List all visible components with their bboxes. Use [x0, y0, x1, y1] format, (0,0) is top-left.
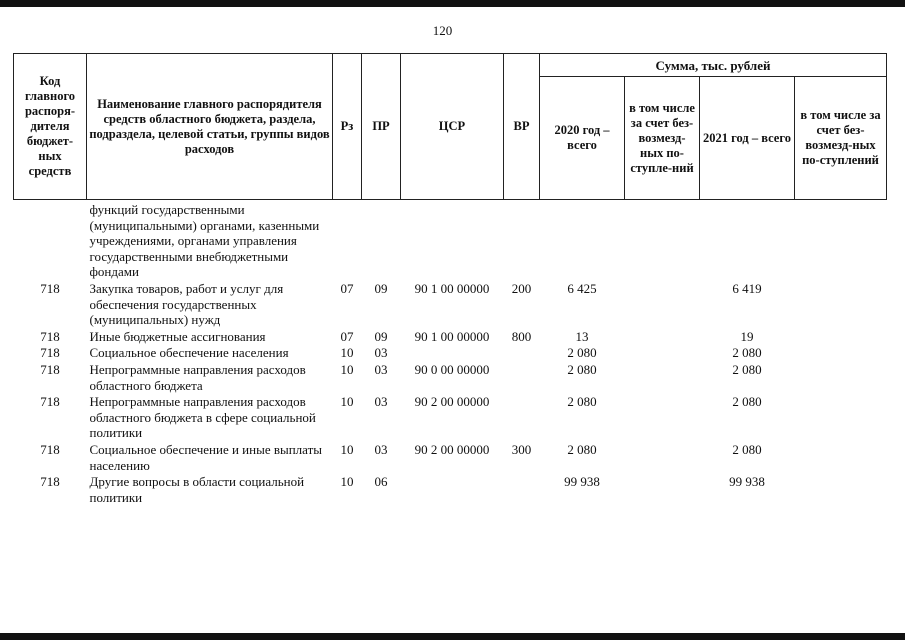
cell-2021-free	[795, 328, 887, 345]
cell-2021: 6 419	[732, 280, 762, 296]
cell-name: Иные бюджетные ассигнования	[89, 328, 266, 344]
cell-2020: 99 938	[564, 474, 600, 490]
cell-rz: 07	[340, 280, 354, 296]
header-csr: ЦСР	[401, 54, 504, 200]
cell-2020	[540, 200, 625, 280]
cell-code	[14, 200, 87, 280]
cell-name: Социальное обеспечение и иные выплаты населению	[89, 441, 323, 473]
top-border-bar	[0, 0, 905, 7]
cell-2020: 2 080	[567, 345, 597, 361]
cell-2020-free	[625, 280, 700, 328]
cell-2021	[700, 200, 795, 280]
cell-code: 718	[40, 280, 60, 296]
cell-vr	[504, 200, 540, 280]
cell-code: 718	[40, 441, 60, 457]
header-2021-total: 2021 год – всего	[700, 77, 795, 200]
cell-2021-free	[795, 200, 887, 280]
cell-2021: 99 938	[729, 474, 765, 490]
cell-2021: 19	[740, 328, 754, 344]
cell-rz: 07	[340, 328, 354, 344]
cell-pr	[362, 200, 401, 280]
continuation-row	[14, 200, 887, 280]
cell-code: 718	[40, 474, 60, 490]
cell-2020-free	[625, 344, 700, 361]
cell-pr: 06	[374, 474, 388, 490]
budget-table	[13, 53, 887, 505]
cell-code: 718	[40, 394, 60, 410]
cell-rz	[333, 200, 362, 280]
cell-vr: 200	[511, 280, 532, 296]
header-2021-free: в том числе за счет без-возмезд-ных по-ступлений	[795, 77, 887, 200]
cell-csr: 90 2 00 00000	[414, 394, 490, 410]
header-rz: Рз	[333, 54, 362, 200]
header-vr: ВР	[504, 54, 540, 200]
cell-pr: 09	[374, 280, 388, 296]
cell-2020-free	[625, 473, 700, 505]
cell-vr	[504, 361, 540, 393]
cell-2021: 2 080	[732, 441, 762, 457]
cell-vr	[504, 344, 540, 361]
cell-2021-free	[795, 393, 887, 441]
cell-rz: 10	[340, 345, 354, 361]
cell-name: Другие вопросы в области социальной политики	[89, 474, 305, 505]
cell-csr	[401, 473, 504, 505]
cell-2020-free	[625, 441, 700, 473]
cell-name: Социальное обеспечение населения	[89, 345, 289, 361]
cell-csr: 90 1 00 00000	[414, 280, 490, 296]
table-row	[14, 393, 887, 441]
header-2020-total: 2020 год – всего	[540, 77, 625, 200]
cell-pr: 03	[374, 361, 388, 377]
cell-pr: 03	[374, 394, 388, 410]
cell-vr	[504, 473, 540, 505]
cell-2021: 2 080	[732, 394, 762, 410]
table-header	[14, 54, 887, 200]
cell-rz: 10	[340, 361, 354, 377]
page-number: 120	[432, 23, 453, 38]
header-name: Наименование главного распорядителя средств областного бюджета, раздела, подраздела, целевой статьи, группы видов расходов	[87, 54, 333, 200]
cell-pr: 03	[374, 441, 388, 457]
cell-code: 718	[40, 328, 60, 344]
cell-2021-free	[795, 441, 887, 473]
cell-2021: 2 080	[732, 361, 762, 377]
header-code: Код главного распоря-дителя бюджет-ных средств	[14, 54, 87, 200]
table-row	[14, 361, 887, 393]
cell-rz: 10	[340, 394, 354, 410]
cell-2021-free	[795, 280, 887, 328]
cell-csr	[401, 344, 504, 361]
cell-2020-free	[625, 393, 700, 441]
cell-name: Закупка товаров, работ и услуг для обеспечения государственных (муниципальных) нужд	[89, 280, 284, 328]
cell-2021-free	[795, 344, 887, 361]
cell-2021-free	[795, 361, 887, 393]
cell-code: 718	[40, 345, 60, 361]
table-row	[14, 441, 887, 473]
header-2020-free: в том числе за счет без-возмезд-ных по-ступле-ний	[625, 77, 700, 200]
cell-csr	[401, 200, 504, 280]
table-row	[14, 328, 887, 345]
cell-pr: 03	[374, 345, 388, 361]
header-sum-title: Сумма, тыс. рублей	[540, 54, 887, 77]
cell-2020: 2 080	[567, 441, 597, 457]
cell-vr	[504, 393, 540, 441]
cell-name: Непрограммные направления расходов областного бюджета в сфере социальной политики	[89, 394, 316, 441]
cell-pr: 09	[374, 328, 388, 344]
cell-name: Непрограммные направления расходов областного бюджета	[89, 361, 306, 393]
cell-csr: 90 2 00 00000	[414, 441, 490, 457]
cell-2021-free	[795, 473, 887, 505]
cell-2020: 13	[575, 328, 589, 344]
cell-code: 718	[40, 361, 60, 377]
cell-2020: 2 080	[567, 361, 597, 377]
cell-2021: 2 080	[732, 345, 762, 361]
cell-2020: 2 080	[567, 394, 597, 410]
table-row	[14, 280, 887, 328]
cell-csr: 90 0 00 00000	[414, 361, 490, 377]
cell-name: функций государственными (муниципальными) органами, казенными учреждениями, органами управления государственными внебюджетными фондами	[89, 202, 320, 280]
table-body	[14, 200, 887, 506]
cell-rz: 10	[340, 474, 354, 490]
bottom-border-bar	[0, 633, 905, 640]
cell-2020-free	[625, 328, 700, 345]
cell-2020-free	[625, 200, 700, 280]
header-pr: ПР	[362, 54, 401, 200]
cell-csr: 90 1 00 00000	[414, 328, 490, 344]
table-row	[14, 344, 887, 361]
cell-vr: 300	[511, 441, 532, 457]
cell-rz: 10	[340, 441, 354, 457]
cell-2020: 6 425	[567, 280, 597, 296]
cell-2020-free	[625, 361, 700, 393]
cell-vr: 800	[511, 328, 532, 344]
table-row	[14, 473, 887, 505]
